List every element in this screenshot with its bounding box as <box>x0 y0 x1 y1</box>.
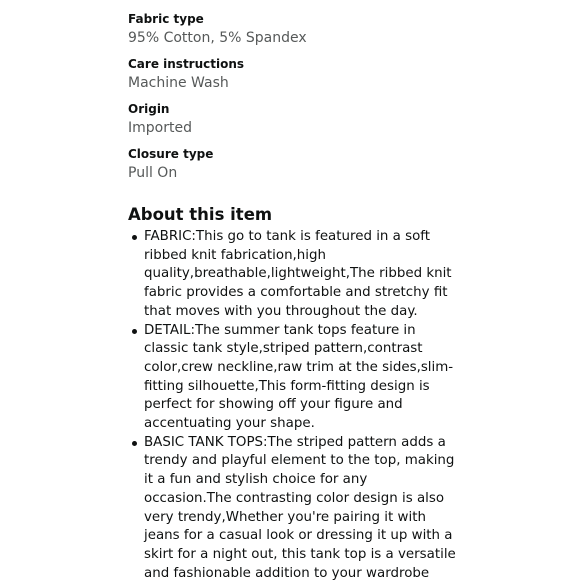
detail-origin <box>128 101 548 138</box>
detail-label: Fabric type <box>128 12 204 26</box>
bullet-dot-icon <box>132 441 137 446</box>
detail-label: Care instructions <box>128 57 245 71</box>
product-details-table <box>128 11 548 191</box>
bullet-text: BASIC TANK TOPS:The striped pattern adds a trendy and playful element to the top, making it a fun and stylish choice for any occasion.The contrasting color design is also very trendy,Whether you're pairing it with jeans for a casual look or dressing it up with a skirt for a night out, this tank top is a versatile and fashionable addition to your wardrobe <box>144 434 456 580</box>
bullet-dot-icon <box>132 235 137 240</box>
bullet-item <box>128 228 458 322</box>
bullet-item <box>128 434 458 580</box>
detail-value: Machine Wash <box>128 75 229 91</box>
detail-value: Imported <box>128 120 192 136</box>
bullet-text: DETAIL:The summer tank tops feature in classic tank style,striped pattern,contrast color,crew neckline,raw trim at the sides,slim-fitting silhouette,This form-fitting design is perfect for showing off your figure and accentuating your shape. <box>144 322 454 432</box>
bullet-dot-icon <box>132 329 137 334</box>
detail-value: Pull On <box>128 165 178 181</box>
about-this-item-heading: About this item <box>128 205 273 224</box>
detail-closure-type <box>128 146 548 183</box>
detail-care-instructions <box>128 56 548 93</box>
detail-label: Origin <box>128 102 170 116</box>
detail-label: Closure type <box>128 147 214 161</box>
bullet-text: FABRIC:This go to tank is featured in a soft ribbed knit fabrication,high quality,breathable,lightweight,The ribbed knit fabric provides a comfortable and stretchy fit that moves with you throughout the day. <box>144 229 452 319</box>
detail-value: 95% Cotton, 5% Spandex <box>128 30 307 46</box>
bullet-item <box>128 322 458 434</box>
detail-fabric-type <box>128 11 548 48</box>
about-bullet-list <box>128 228 458 580</box>
